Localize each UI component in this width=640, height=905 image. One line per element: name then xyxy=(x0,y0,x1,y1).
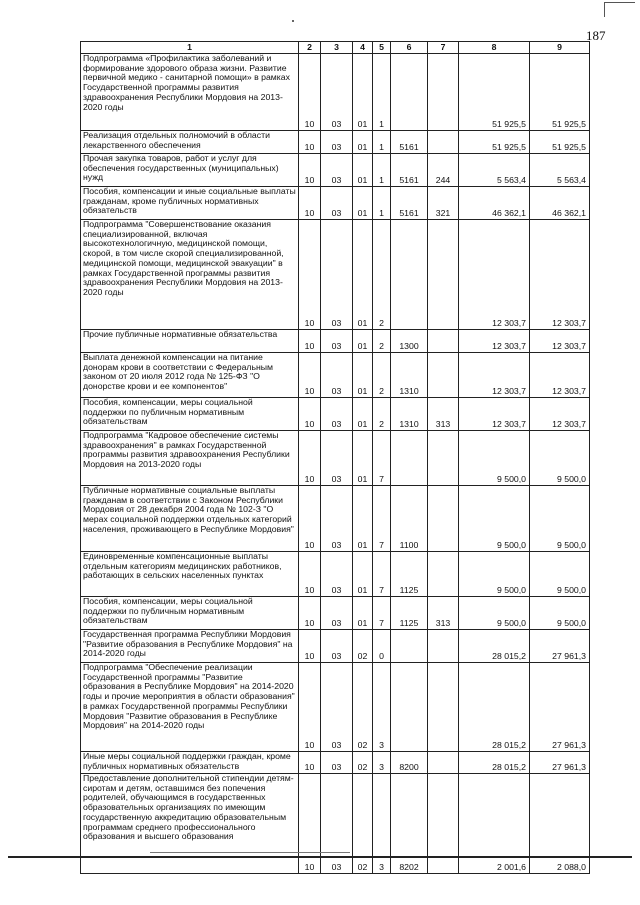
row-name: Подпрограмма «Профилактика заболеваний и формирование здорового образа жизни. Развитие первичной медико - санитарной помощи» в рамках Государственной программы развития здравоохранения Республики Мордовия на 2013-2020 годы xyxy=(81,54,299,131)
code-subprogram: 3 xyxy=(373,774,391,874)
page-number: 187 xyxy=(586,28,606,43)
column-header: 8 xyxy=(459,42,530,54)
code-subsection: 03 xyxy=(321,431,353,486)
code-program: 01 xyxy=(353,187,373,220)
code-subsection: 03 xyxy=(321,774,353,874)
table-row xyxy=(81,398,590,431)
table-row xyxy=(81,752,590,774)
table-row xyxy=(81,330,590,353)
code-program: 01 xyxy=(353,398,373,431)
amount-year-2: 51 925,5 xyxy=(530,131,590,154)
code-subprogram: 2 xyxy=(373,398,391,431)
code-expense-type xyxy=(428,431,459,486)
code-subprogram: 2 xyxy=(373,330,391,353)
table-row xyxy=(81,187,590,220)
amount-year-2: 27 961,3 xyxy=(530,630,590,663)
table-row xyxy=(81,353,590,398)
code-expense-type xyxy=(428,774,459,874)
code-program: 01 xyxy=(353,131,373,154)
code-expense-type xyxy=(428,552,459,597)
code-section: 10 xyxy=(299,398,321,431)
code-subsection: 03 xyxy=(321,552,353,597)
code-section: 10 xyxy=(299,486,321,552)
table-row xyxy=(81,552,590,597)
amount-year-2: 27 961,3 xyxy=(530,663,590,752)
code-subsection: 03 xyxy=(321,597,353,630)
code-expense-type xyxy=(428,330,459,353)
column-header: 5 xyxy=(373,42,391,54)
code-article xyxy=(391,431,428,486)
row-name: Пособия, компенсации, меры социальной поддержки по публичным нормативным обязательствам xyxy=(81,597,299,630)
code-article: 5161 xyxy=(391,131,428,154)
table-row xyxy=(81,131,590,154)
amount-year-2: 12 303,7 xyxy=(530,398,590,431)
code-article: 5161 xyxy=(391,187,428,220)
row-name: Иные меры социальной поддержки граждан, кроме публичных нормативных обязательств xyxy=(81,752,299,774)
code-article xyxy=(391,630,428,663)
table-row xyxy=(81,597,590,630)
amount-year-2: 9 500,0 xyxy=(530,552,590,597)
row-name: Подпрограмма "Совершенствование оказания специализированной, включая высокотехнологичную, медицинской помощи, скорой, в том числе скорой специализированной, медицинской помощи, медицинской эвакуации" в рамках Государственной программы развития здравоохранения Республики Мордовия на 2013-2020 годы xyxy=(81,220,299,330)
code-section: 10 xyxy=(299,154,321,187)
column-header: 2 xyxy=(299,42,321,54)
amount-year-2: 46 362,1 xyxy=(530,187,590,220)
code-section: 10 xyxy=(299,54,321,131)
code-subprogram: 1 xyxy=(373,54,391,131)
code-expense-type xyxy=(428,663,459,752)
code-expense-type xyxy=(428,752,459,774)
amount-year-2: 27 961,3 xyxy=(530,752,590,774)
code-expense-type: 321 xyxy=(428,187,459,220)
row-name: Государственная программа Республики Мордовия "Развитие образования в Республике Мордовия" на 2014-2020 годы xyxy=(81,630,299,663)
code-expense-type: 313 xyxy=(428,398,459,431)
code-expense-type xyxy=(428,486,459,552)
code-expense-type xyxy=(428,54,459,131)
code-section: 10 xyxy=(299,630,321,663)
column-header: 1 xyxy=(81,42,299,54)
table-header-row xyxy=(81,42,590,54)
code-subsection: 03 xyxy=(321,486,353,552)
code-program: 02 xyxy=(353,774,373,874)
code-article: 1300 xyxy=(391,330,428,353)
budget-table xyxy=(80,41,590,874)
code-subsection: 03 xyxy=(321,54,353,131)
amount-year-1: 46 362,1 xyxy=(459,187,530,220)
code-subprogram: 0 xyxy=(373,630,391,663)
code-section: 10 xyxy=(299,353,321,398)
amount-year-2: 51 925,5 xyxy=(530,54,590,131)
amount-year-1: 51 925,5 xyxy=(459,54,530,131)
code-program: 02 xyxy=(353,630,373,663)
table-row xyxy=(81,630,590,663)
code-article: 1125 xyxy=(391,552,428,597)
code-subprogram: 2 xyxy=(373,220,391,330)
code-section: 10 xyxy=(299,552,321,597)
code-expense-type: 313 xyxy=(428,597,459,630)
amount-year-2: 12 303,7 xyxy=(530,353,590,398)
amount-year-2: 9 500,0 xyxy=(530,486,590,552)
code-program: 02 xyxy=(353,663,373,752)
code-article: 1310 xyxy=(391,353,428,398)
code-program: 01 xyxy=(353,486,373,552)
code-subsection: 03 xyxy=(321,154,353,187)
code-expense-type xyxy=(428,353,459,398)
table-row xyxy=(81,774,590,874)
column-header: 3 xyxy=(321,42,353,54)
code-subprogram: 1 xyxy=(373,131,391,154)
amount-year-1: 2 001,6 xyxy=(459,774,530,874)
code-subprogram: 1 xyxy=(373,154,391,187)
code-article xyxy=(391,220,428,330)
row-name: Пособия, компенсации и иные социальные выплаты гражданам, кроме публичных нормативных обязательств xyxy=(81,187,299,220)
code-subsection: 03 xyxy=(321,630,353,663)
amount-year-1: 9 500,0 xyxy=(459,431,530,486)
code-article: 8200 xyxy=(391,752,428,774)
code-section: 10 xyxy=(299,220,321,330)
code-subprogram: 7 xyxy=(373,597,391,630)
code-subsection: 03 xyxy=(321,330,353,353)
column-header: 6 xyxy=(391,42,428,54)
row-name: Прочая закупка товаров, работ и услуг для обеспечения государственных (муниципальных) нужд xyxy=(81,154,299,187)
code-section: 10 xyxy=(299,330,321,353)
amount-year-1: 12 303,7 xyxy=(459,220,530,330)
row-name: Реализация отдельных полномочий в области лекарственного обеспечения xyxy=(81,131,299,154)
amount-year-2: 5 563,4 xyxy=(530,154,590,187)
row-name: Публичные нормативные социальные выплаты гражданам в соответствии с Законом Республики Мордовия от 28 декабря 2004 года № 102-З "О мерах социальной поддержки отдельных категорий населения, проживающего в Республике Мордовия" xyxy=(81,486,299,552)
amount-year-2: 12 303,7 xyxy=(530,220,590,330)
table-row xyxy=(81,431,590,486)
amount-year-2: 2 088,0 xyxy=(530,774,590,874)
row-name: Предоставление дополнительной стипендии детям-сиротам и детям, оставшимся без попечения родителей, обучающимся в государственных образовательных организациях по имеющим государственную аккредитацию образовательным программам среднего профессионального образования и высшего образования xyxy=(81,774,299,874)
code-program: 01 xyxy=(353,330,373,353)
code-section: 10 xyxy=(299,663,321,752)
code-section: 10 xyxy=(299,187,321,220)
code-section: 10 xyxy=(299,131,321,154)
amount-year-1: 9 500,0 xyxy=(459,597,530,630)
row-name: Пособия, компенсации, меры социальной поддержки по публичным нормативным обязательствам xyxy=(81,398,299,431)
code-subprogram: 1 xyxy=(373,187,391,220)
row-name: Подпрограмма "Кадровое обеспечение системы здравоохранения" в рамках Государственной программы развития здравоохранения Республики Мордовия на 2013-2020 годы xyxy=(81,431,299,486)
code-subprogram: 3 xyxy=(373,663,391,752)
code-article: 1125 xyxy=(391,597,428,630)
amount-year-1: 5 563,4 xyxy=(459,154,530,187)
code-subsection: 03 xyxy=(321,220,353,330)
column-header: 4 xyxy=(353,42,373,54)
code-subprogram: 7 xyxy=(373,552,391,597)
code-subprogram: 7 xyxy=(373,486,391,552)
amount-year-2: 9 500,0 xyxy=(530,597,590,630)
code-program: 01 xyxy=(353,154,373,187)
code-section: 10 xyxy=(299,752,321,774)
amount-year-1: 9 500,0 xyxy=(459,552,530,597)
code-program: 01 xyxy=(353,431,373,486)
row-name: Подпрограмма "Обеспечение реализации Государственной программы "Развитие образования в Республике Мордовия" на 2014-2020 годы и прочие мероприятия в области образования" в рамках Государственной программы Республики Мордовия "Развитие образования в Республике Мордовия" на 2014-2020 годы xyxy=(81,663,299,752)
code-section: 10 xyxy=(299,597,321,630)
table-row xyxy=(81,220,590,330)
amount-year-1: 28 015,2 xyxy=(459,663,530,752)
table-row xyxy=(81,54,590,131)
amount-year-1: 28 015,2 xyxy=(459,752,530,774)
bottom-divider xyxy=(8,856,632,858)
code-subsection: 03 xyxy=(321,752,353,774)
code-subprogram: 2 xyxy=(373,353,391,398)
code-article: 5161 xyxy=(391,154,428,187)
code-article: 1100 xyxy=(391,486,428,552)
code-subsection: 03 xyxy=(321,131,353,154)
table-row xyxy=(81,486,590,552)
table-row xyxy=(81,154,590,187)
row-name: Выплата денежной компенсации на питание донорам крови в соответствии с Федеральным законом от 20 июля 2012 года № 125-ФЗ "О донорстве крови и ее компонентов" xyxy=(81,353,299,398)
code-program: 02 xyxy=(353,752,373,774)
code-section: 10 xyxy=(299,431,321,486)
code-expense-type xyxy=(428,630,459,663)
code-article xyxy=(391,54,428,131)
code-program: 01 xyxy=(353,54,373,131)
code-subprogram: 7 xyxy=(373,431,391,486)
amount-year-1: 12 303,7 xyxy=(459,330,530,353)
amount-year-1: 51 925,5 xyxy=(459,131,530,154)
column-header: 7 xyxy=(428,42,459,54)
code-expense-type xyxy=(428,131,459,154)
row-name: Единовременные компенсационные выплаты отдельным категориям медицинских работников, работающих в сельских населенных пунктах xyxy=(81,552,299,597)
code-subprogram: 3 xyxy=(373,752,391,774)
code-section: 10 xyxy=(299,774,321,874)
code-subsection: 03 xyxy=(321,398,353,431)
amount-year-1: 28 015,2 xyxy=(459,630,530,663)
code-subsection: 03 xyxy=(321,187,353,220)
code-article: 1310 xyxy=(391,398,428,431)
amount-year-1: 12 303,7 xyxy=(459,353,530,398)
code-article xyxy=(391,663,428,752)
column-header: 9 xyxy=(530,42,590,54)
code-article: 8202 xyxy=(391,774,428,874)
amount-year-2: 9 500,0 xyxy=(530,431,590,486)
code-expense-type: 244 xyxy=(428,154,459,187)
corner-mark xyxy=(604,2,635,17)
table-row xyxy=(81,663,590,752)
amount-year-1: 9 500,0 xyxy=(459,486,530,552)
code-expense-type xyxy=(428,220,459,330)
amount-year-2: 12 303,7 xyxy=(530,330,590,353)
code-subsection: 03 xyxy=(321,353,353,398)
code-program: 01 xyxy=(353,597,373,630)
table-body xyxy=(81,54,590,874)
bottom-divider-faint xyxy=(150,852,350,853)
scan-mark xyxy=(292,20,294,22)
code-program: 01 xyxy=(353,552,373,597)
amount-year-1: 12 303,7 xyxy=(459,398,530,431)
code-subsection: 03 xyxy=(321,663,353,752)
code-program: 01 xyxy=(353,353,373,398)
row-name: Прочие публичные нормативные обязательства xyxy=(81,330,299,353)
code-program: 01 xyxy=(353,220,373,330)
